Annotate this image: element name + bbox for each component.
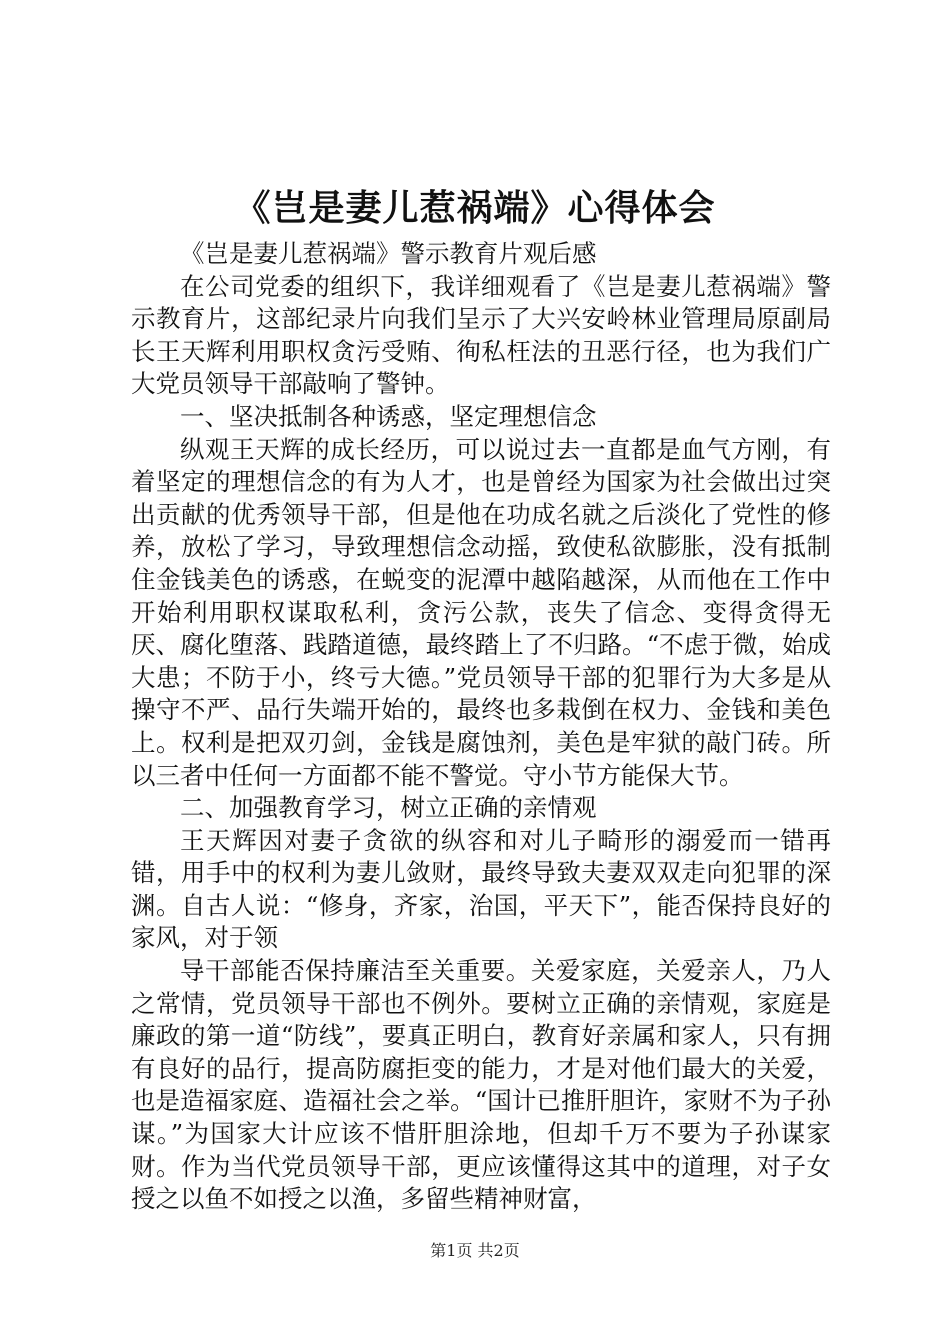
paragraph-section-2-b: 导干部能否保持廉洁至关重要。关爱家庭，关爱亲人，乃人之常情，党员领导干部也不例外。要树立正确的亲情观，家庭是廉政的第一道“防线”，要真正明白，教育好亲属和家人，只有拥有良好的品行，提高防腐拒变的能力，才是对他们最大的关爱，也是造福家庭、造福社会之举。“国计已推肝胆许，家财不为子孙谋。”为国家大计应该不惜肝胆涂地，但却千万不要为子孙谋家财。作为当代党员领导干部，更应该懂得这其中的道理，对子女授之以鱼不如授之以渔，多留些精神财富， <box>131 956 831 1214</box>
document-title: 《岂是妻儿惹祸端》心得体会 <box>234 187 716 229</box>
page-number-footer: 第1页 共2页 <box>430 1241 520 1260</box>
paragraph-section-1: 纵观王天辉的成长经历，可以说过去一直都是血气方刚，有着坚定的理想信念的有为人才，也是曾经为国家为社会做出过突出贡献的优秀领导干部，但是他在功成名就之后淡化了党性的修养，放松了学习，导致理想信念动摇，致使私欲膨胀，没有抵制住金钱美色的诱惑，在蜕变的泥潭中越陷越深，从而他在工作中开始利用职权谋取私利，贪污公款，丧失了信念、变得贪得无厌、腐化堕落、践踏道德，最终踏上了不归路。“不虑于微，始成大患；不防于小，终亏大德。”党员领导干部的犯罪行为大多是从操守不严、品行失端开始的，最终也多栽倒在权力、金钱和美色上。权利是把双刃剑，金钱是腐蚀剂，美色是牢狱的敲门砖。所以三者中任何一方面都不能不警觉。守小节方能保大节。 <box>131 434 831 790</box>
section-heading-2: 二、加强教育学习，树立正确的亲情观 <box>180 793 597 823</box>
paragraph-subtitle: 《岂是妻儿惹祸端》警示教育片观后感 <box>180 239 597 268</box>
document-body <box>131 238 831 1216</box>
paragraph-section-2-a: 王天辉因对妻子贪欲的纵容和对儿子畸形的溺爱而一错再错，用手中的权利为妻儿敛财，最终导致夫妻双双走向犯罪的深渊。自古人说：“修身，齐家，治国，平天下”，能否保持良好的家风，对于领 <box>131 825 831 953</box>
section-heading-1: 一、坚决抵制各种诱惑，坚定理想信念 <box>180 401 597 431</box>
paragraph-intro: 在公司党委的组织下，我详细观看了《岂是妻儿惹祸端》警示教育片，这部纪录片向我们呈示了大兴安岭林业管理局原副局长王天辉利用职权贪污受贿、徇私枉法的丑恶行径，也为我们广大党员领导干部敲响了警钟。 <box>131 271 831 399</box>
